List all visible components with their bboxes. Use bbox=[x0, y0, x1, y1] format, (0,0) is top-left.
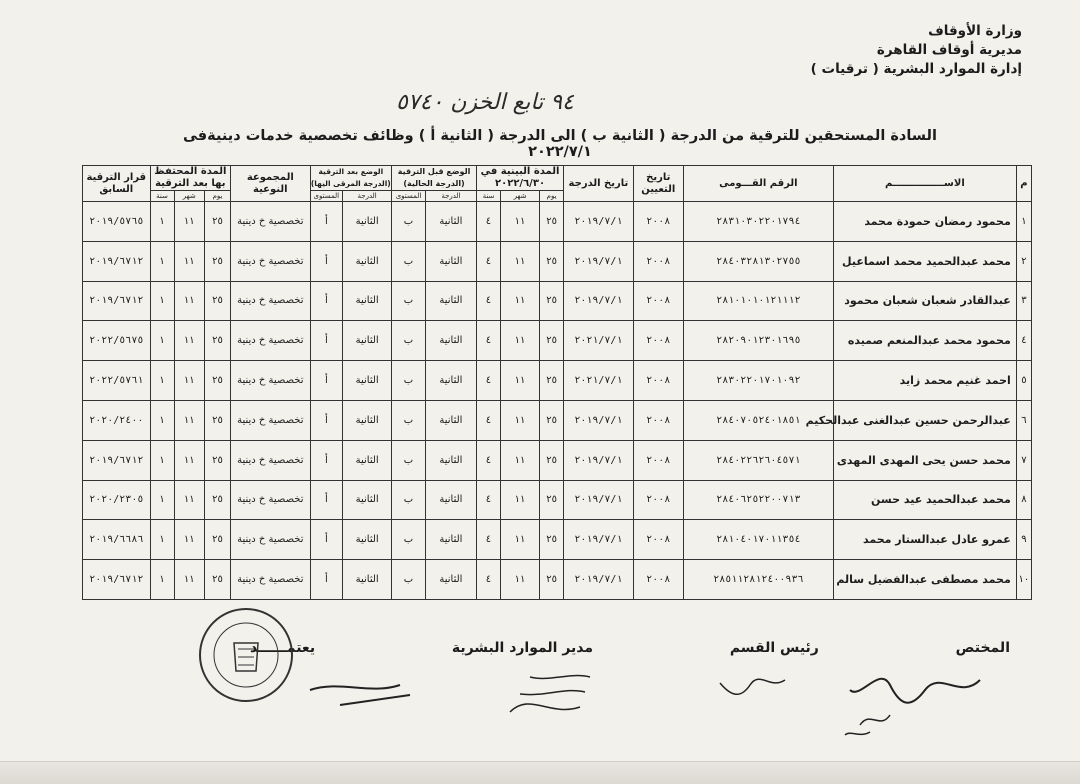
appointment-date: ٢٠٠٨ bbox=[633, 400, 683, 440]
approved-label: يعتمــــــد bbox=[250, 640, 316, 656]
appointment-date: ٢٠٠٨ bbox=[633, 440, 683, 480]
person-name: محمد عبدالحميد محمد اسماعيل bbox=[833, 241, 1016, 281]
previous-decision: ٢٠٢٢/٥٧٦١ bbox=[83, 361, 151, 401]
grade-before: الثانية bbox=[425, 281, 476, 321]
national-id: ٢٨٢٠٩٠١٢٣٠١٦٩٥ bbox=[683, 321, 833, 361]
interim-month: ١١ bbox=[500, 560, 539, 600]
grade-after: الثانية bbox=[343, 480, 392, 520]
level-after: أ bbox=[310, 321, 343, 361]
table-row bbox=[83, 520, 1032, 560]
col-prev-decision: قرار الترقية السابق bbox=[83, 166, 151, 202]
level-after: أ bbox=[310, 560, 343, 600]
person-name: عبدالرحمن حسين عبدالغنى عبدالحكيم bbox=[833, 400, 1016, 440]
col-grade-date: تاريخ الدرجة bbox=[564, 166, 634, 202]
row-number: ١٠ bbox=[1016, 560, 1031, 600]
level-before: ب bbox=[392, 241, 426, 281]
appointment-date: ٢٠٠٨ bbox=[633, 202, 683, 242]
col-status-after: الوضع بعد الترقية (الدرجة المرقى اليها) bbox=[310, 166, 392, 191]
retained-year: ١ bbox=[150, 480, 174, 520]
level-after: أ bbox=[310, 480, 343, 520]
interim-year: ٤ bbox=[477, 480, 501, 520]
official-stamp bbox=[196, 605, 296, 705]
grade-date: ٢٠٢١/٧/١ bbox=[564, 321, 634, 361]
table-row bbox=[83, 440, 1032, 480]
level-before: ب bbox=[392, 321, 426, 361]
grade-before: الثانية bbox=[425, 361, 476, 401]
retained-year: ١ bbox=[150, 400, 174, 440]
retained-month: ١١ bbox=[174, 241, 204, 281]
section-head-label: رئيس القسم bbox=[729, 640, 819, 656]
grade-after: الثانية bbox=[343, 520, 392, 560]
ministry-line: وزارة الأوقاف bbox=[928, 23, 1022, 39]
person-name: عمرو عادل عبدالستار محمد bbox=[833, 520, 1016, 560]
specialist-label: المختص bbox=[955, 640, 1010, 656]
directorate-line: مديرية أوقاف القاهرة bbox=[876, 42, 1022, 58]
level-before: ب bbox=[392, 480, 426, 520]
person-name: محمد حسن يحى المهدى المهدى bbox=[833, 440, 1016, 480]
table-row bbox=[83, 321, 1032, 361]
interim-month: ١١ bbox=[500, 480, 539, 520]
level-before: ب bbox=[392, 440, 426, 480]
national-id: ٢٨٣٠٢٢٠١٧٠١٠٩٢ bbox=[683, 361, 833, 401]
grade-date: ٢٠١٩/٧/١ bbox=[564, 560, 634, 600]
col-national-id: الرقم القـــومى bbox=[683, 166, 833, 202]
job-group: تخصصية خ دينية bbox=[231, 560, 310, 600]
col-status-before: الوضع قبل الترقية (الدرجة الحالية) bbox=[392, 166, 477, 191]
level-before: ب bbox=[392, 281, 426, 321]
grade-date: ٢٠١٩/٧/١ bbox=[564, 440, 634, 480]
ministry-header bbox=[811, 22, 1022, 79]
interim-month: ١١ bbox=[500, 202, 539, 242]
grade-before: الثانية bbox=[425, 520, 476, 560]
appointment-date: ٢٠٠٨ bbox=[633, 361, 683, 401]
sub-year: سنة bbox=[150, 191, 174, 202]
national-id: ٢٨٤٠٢٢٦٢٦٠٤٥٧١ bbox=[683, 440, 833, 480]
interim-year: ٤ bbox=[477, 281, 501, 321]
col-retained-period: المدة المحتفظ بها بعد الترقية bbox=[150, 166, 231, 191]
retained-day: ٢٥ bbox=[204, 440, 230, 480]
job-group: تخصصية خ دينية bbox=[231, 520, 310, 560]
grade-before: الثانية bbox=[425, 321, 476, 361]
interim-year: ٤ bbox=[477, 241, 501, 281]
job-group: تخصصية خ دينية bbox=[231, 480, 310, 520]
job-group: تخصصية خ دينية bbox=[231, 281, 310, 321]
level-before: ب bbox=[392, 361, 426, 401]
col-name: الاســـــــــــــــم bbox=[833, 166, 1016, 202]
previous-decision: ٢٠١٩/٦٧١٢ bbox=[83, 560, 151, 600]
national-id: ٢٨٤٠٧٠٥٢٤٠١٨٥١ bbox=[683, 400, 833, 440]
retained-year: ١ bbox=[150, 202, 174, 242]
previous-decision: ٢٠١٩/٦٧١٢ bbox=[83, 281, 151, 321]
national-id: ٢٨٥١١٢٨١٢٤٠٠٩٣٦ bbox=[683, 560, 833, 600]
retained-day: ٢٥ bbox=[204, 241, 230, 281]
previous-decision: ٢٠١٩/٦٧١٢ bbox=[83, 241, 151, 281]
person-name: محمود محمد عبدالمنعم صميده bbox=[833, 321, 1016, 361]
retained-year: ١ bbox=[150, 440, 174, 480]
grade-after: الثانية bbox=[343, 400, 392, 440]
table-row bbox=[83, 202, 1032, 242]
retained-month: ١١ bbox=[174, 560, 204, 600]
interim-day: ٢٥ bbox=[540, 560, 564, 600]
level-after: أ bbox=[310, 361, 343, 401]
interim-day: ٢٥ bbox=[540, 361, 564, 401]
department-line: إدارة الموارد البشرية ( ترقيات ) bbox=[810, 61, 1022, 77]
interim-year: ٤ bbox=[477, 361, 501, 401]
page-footer-fold bbox=[0, 761, 1080, 784]
sub-grade: الدرجة bbox=[343, 191, 392, 202]
grade-before: الثانية bbox=[425, 560, 476, 600]
row-number: ٧ bbox=[1016, 440, 1031, 480]
job-group: تخصصية خ دينية bbox=[231, 241, 310, 281]
retained-month: ١١ bbox=[174, 400, 204, 440]
national-id: ٢٨٣١٠٣٠٢٢٠١٧٩٤ bbox=[683, 202, 833, 242]
level-after: أ bbox=[310, 241, 343, 281]
grade-date: ٢٠١٩/٧/١ bbox=[564, 400, 634, 440]
sub-month: شهر bbox=[500, 191, 539, 202]
grade-date: ٢٠١٩/٧/١ bbox=[564, 241, 634, 281]
interim-day: ٢٥ bbox=[540, 520, 564, 560]
interim-day: ٢٥ bbox=[540, 440, 564, 480]
sub-day: يوم bbox=[540, 191, 564, 202]
level-before: ب bbox=[392, 520, 426, 560]
retained-month: ١١ bbox=[174, 440, 204, 480]
grade-date: ٢٠١٩/٧/١ bbox=[564, 480, 634, 520]
level-after: أ bbox=[310, 520, 343, 560]
promotion-table bbox=[82, 165, 1032, 600]
grade-after: الثانية bbox=[343, 241, 392, 281]
interim-day: ٢٥ bbox=[540, 321, 564, 361]
retained-year: ١ bbox=[150, 241, 174, 281]
national-id: ٢٨٤٠٦٢٥٢٢٠٠٧١٣ bbox=[683, 480, 833, 520]
appointment-date: ٢٠٠٨ bbox=[633, 560, 683, 600]
person-name: احمد غنيم محمد زايد bbox=[833, 361, 1016, 401]
level-after: أ bbox=[310, 440, 343, 480]
retained-day: ٢٥ bbox=[204, 520, 230, 560]
grade-before: الثانية bbox=[425, 440, 476, 480]
retained-day: ٢٥ bbox=[204, 281, 230, 321]
retained-month: ١١ bbox=[174, 361, 204, 401]
appointment-date: ٢٠٠٨ bbox=[633, 241, 683, 281]
job-group: تخصصية خ دينية bbox=[231, 202, 310, 242]
level-before: ب bbox=[392, 560, 426, 600]
job-group: تخصصية خ دينية bbox=[231, 361, 310, 401]
grade-after: الثانية bbox=[343, 202, 392, 242]
interim-year: ٤ bbox=[477, 321, 501, 361]
grade-after: الثانية bbox=[343, 361, 392, 401]
retained-day: ٢٥ bbox=[204, 361, 230, 401]
row-number: ٩ bbox=[1016, 520, 1031, 560]
interim-month: ١١ bbox=[500, 520, 539, 560]
row-number: ٤ bbox=[1016, 321, 1031, 361]
table-row bbox=[83, 480, 1032, 520]
job-group: تخصصية خ دينية bbox=[231, 321, 310, 361]
interim-day: ٢٥ bbox=[540, 241, 564, 281]
row-number: ٥ bbox=[1016, 361, 1031, 401]
grade-date: ٢٠١٩/٧/١ bbox=[564, 520, 634, 560]
grade-after: الثانية bbox=[343, 560, 392, 600]
previous-decision: ٢٠١٩/٦٧١٢ bbox=[83, 440, 151, 480]
sub-level: المستوى bbox=[392, 191, 426, 202]
col-num: م bbox=[1016, 166, 1031, 202]
grade-after: الثانية bbox=[343, 281, 392, 321]
retained-year: ١ bbox=[150, 520, 174, 560]
job-group: تخصصية خ دينية bbox=[231, 400, 310, 440]
table-row bbox=[83, 281, 1032, 321]
interim-month: ١١ bbox=[500, 440, 539, 480]
previous-decision: ٢٠١٩/٦٦٨٦ bbox=[83, 520, 151, 560]
previous-decision: ٢٠٢٠/٢٣٠٥ bbox=[83, 480, 151, 520]
grade-before: الثانية bbox=[425, 202, 476, 242]
interim-month: ١١ bbox=[500, 321, 539, 361]
interim-year: ٤ bbox=[477, 520, 501, 560]
interim-month: ١١ bbox=[500, 361, 539, 401]
retained-month: ١١ bbox=[174, 321, 204, 361]
interim-year: ٤ bbox=[477, 560, 501, 600]
appointment-date: ٢٠٠٨ bbox=[633, 281, 683, 321]
table-row bbox=[83, 361, 1032, 401]
retained-day: ٢٥ bbox=[204, 560, 230, 600]
section-head-signature bbox=[705, 665, 795, 705]
interim-year: ٤ bbox=[477, 202, 501, 242]
approver-signature bbox=[300, 660, 420, 720]
table-row bbox=[83, 241, 1032, 281]
row-number: ١ bbox=[1016, 202, 1031, 242]
national-id: ٢٨١٠٤٠١٧٠١١٣٥٤ bbox=[683, 520, 833, 560]
sub-month: شهر bbox=[174, 191, 204, 202]
level-after: أ bbox=[310, 281, 343, 321]
previous-decision: ٢٠٢٢/٥٦٧٥ bbox=[83, 321, 151, 361]
table-row bbox=[83, 560, 1032, 600]
sub-year: سنة bbox=[477, 191, 501, 202]
page-title: السادة المستحقين للترقية من الدرجة ( الثانية ب ) الى الدرجة ( الثانية أ ) وظائف تخصصية خدمات دينيةفى ٢٠٢٢/٧/١ bbox=[183, 128, 937, 160]
hr-manager-label: مدير الموارد البشرية bbox=[451, 640, 594, 656]
level-after: أ bbox=[310, 202, 343, 242]
interim-day: ٢٥ bbox=[540, 480, 564, 520]
job-group: تخصصية خ دينية bbox=[231, 440, 310, 480]
table-body bbox=[83, 202, 1032, 600]
appointment-date: ٢٠٠٨ bbox=[633, 480, 683, 520]
retained-day: ٢٥ bbox=[204, 202, 230, 242]
level-before: ب bbox=[392, 202, 426, 242]
table-row bbox=[83, 400, 1032, 440]
grade-date: ٢٠١٩/٧/١ bbox=[564, 202, 634, 242]
retained-year: ١ bbox=[150, 281, 174, 321]
row-number: ٦ bbox=[1016, 400, 1031, 440]
sub-level: المستوى bbox=[310, 191, 343, 202]
appointment-date: ٢٠٠٨ bbox=[633, 321, 683, 361]
col-group: المجموعة النوعية bbox=[231, 166, 310, 202]
sub-grade: الدرجة bbox=[425, 191, 476, 202]
retained-month: ١١ bbox=[174, 520, 204, 560]
col-appointment-date: تاريخ التعيين bbox=[633, 166, 683, 202]
retained-month: ١١ bbox=[174, 281, 204, 321]
level-before: ب bbox=[392, 400, 426, 440]
retained-day: ٢٥ bbox=[204, 400, 230, 440]
national-id: ٢٨٤٠٣٢٨١٣٠٢٧٥٥ bbox=[683, 241, 833, 281]
interim-month: ١١ bbox=[500, 281, 539, 321]
grade-before: الثانية bbox=[425, 480, 476, 520]
row-number: ٣ bbox=[1016, 281, 1031, 321]
level-after: أ bbox=[310, 400, 343, 440]
interim-day: ٢٥ bbox=[540, 281, 564, 321]
row-number: ٢ bbox=[1016, 241, 1031, 281]
grade-after: الثانية bbox=[343, 440, 392, 480]
interim-month: ١١ bbox=[500, 241, 539, 281]
retained-month: ١١ bbox=[174, 480, 204, 520]
previous-decision: ٢٠١٩/٥٧٦٥ bbox=[83, 202, 151, 242]
col-interim-period: المدة البينية في ٢٠٢٢/٦/٣٠ bbox=[477, 166, 564, 191]
signature-row bbox=[250, 640, 1010, 656]
appointment-date: ٢٠٠٨ bbox=[633, 520, 683, 560]
grade-date: ٢٠٢١/٧/١ bbox=[564, 361, 634, 401]
grade-after: الثانية bbox=[343, 321, 392, 361]
hr-manager-signature bbox=[490, 662, 610, 722]
interim-month: ١١ bbox=[500, 400, 539, 440]
grade-before: الثانية bbox=[425, 241, 476, 281]
retained-month: ١١ bbox=[174, 202, 204, 242]
retained-day: ٢٥ bbox=[204, 480, 230, 520]
retained-year: ١ bbox=[150, 321, 174, 361]
retained-year: ١ bbox=[150, 560, 174, 600]
retained-day: ٢٥ bbox=[204, 321, 230, 361]
row-number: ٨ bbox=[1016, 480, 1031, 520]
person-name: عبدالقادر شعبان شعبان محمود bbox=[833, 281, 1016, 321]
interim-year: ٤ bbox=[477, 400, 501, 440]
interim-day: ٢٥ bbox=[540, 400, 564, 440]
national-id: ٢٨١٠١٠١٠١٢١١١٢ bbox=[683, 281, 833, 321]
previous-decision: ٢٠٢٠/٢٤٠٠ bbox=[83, 400, 151, 440]
grade-before: الثانية bbox=[425, 400, 476, 440]
interim-year: ٤ bbox=[477, 440, 501, 480]
retained-year: ١ bbox=[150, 361, 174, 401]
sub-day: يوم bbox=[204, 191, 230, 202]
person-name: محمود رمضان حمودة محمد bbox=[833, 202, 1016, 242]
handwritten-note: ٩٤ تابع الخزن ٥٧٤٠ bbox=[396, 90, 574, 115]
specialist-signature bbox=[830, 660, 1010, 740]
grade-date: ٢٠١٩/٧/١ bbox=[564, 281, 634, 321]
person-name: محمد عبدالحميد عيد حسن bbox=[833, 480, 1016, 520]
interim-day: ٢٥ bbox=[540, 202, 564, 242]
person-name: محمد مصطفى عبدالفضيل سالم bbox=[833, 560, 1016, 600]
